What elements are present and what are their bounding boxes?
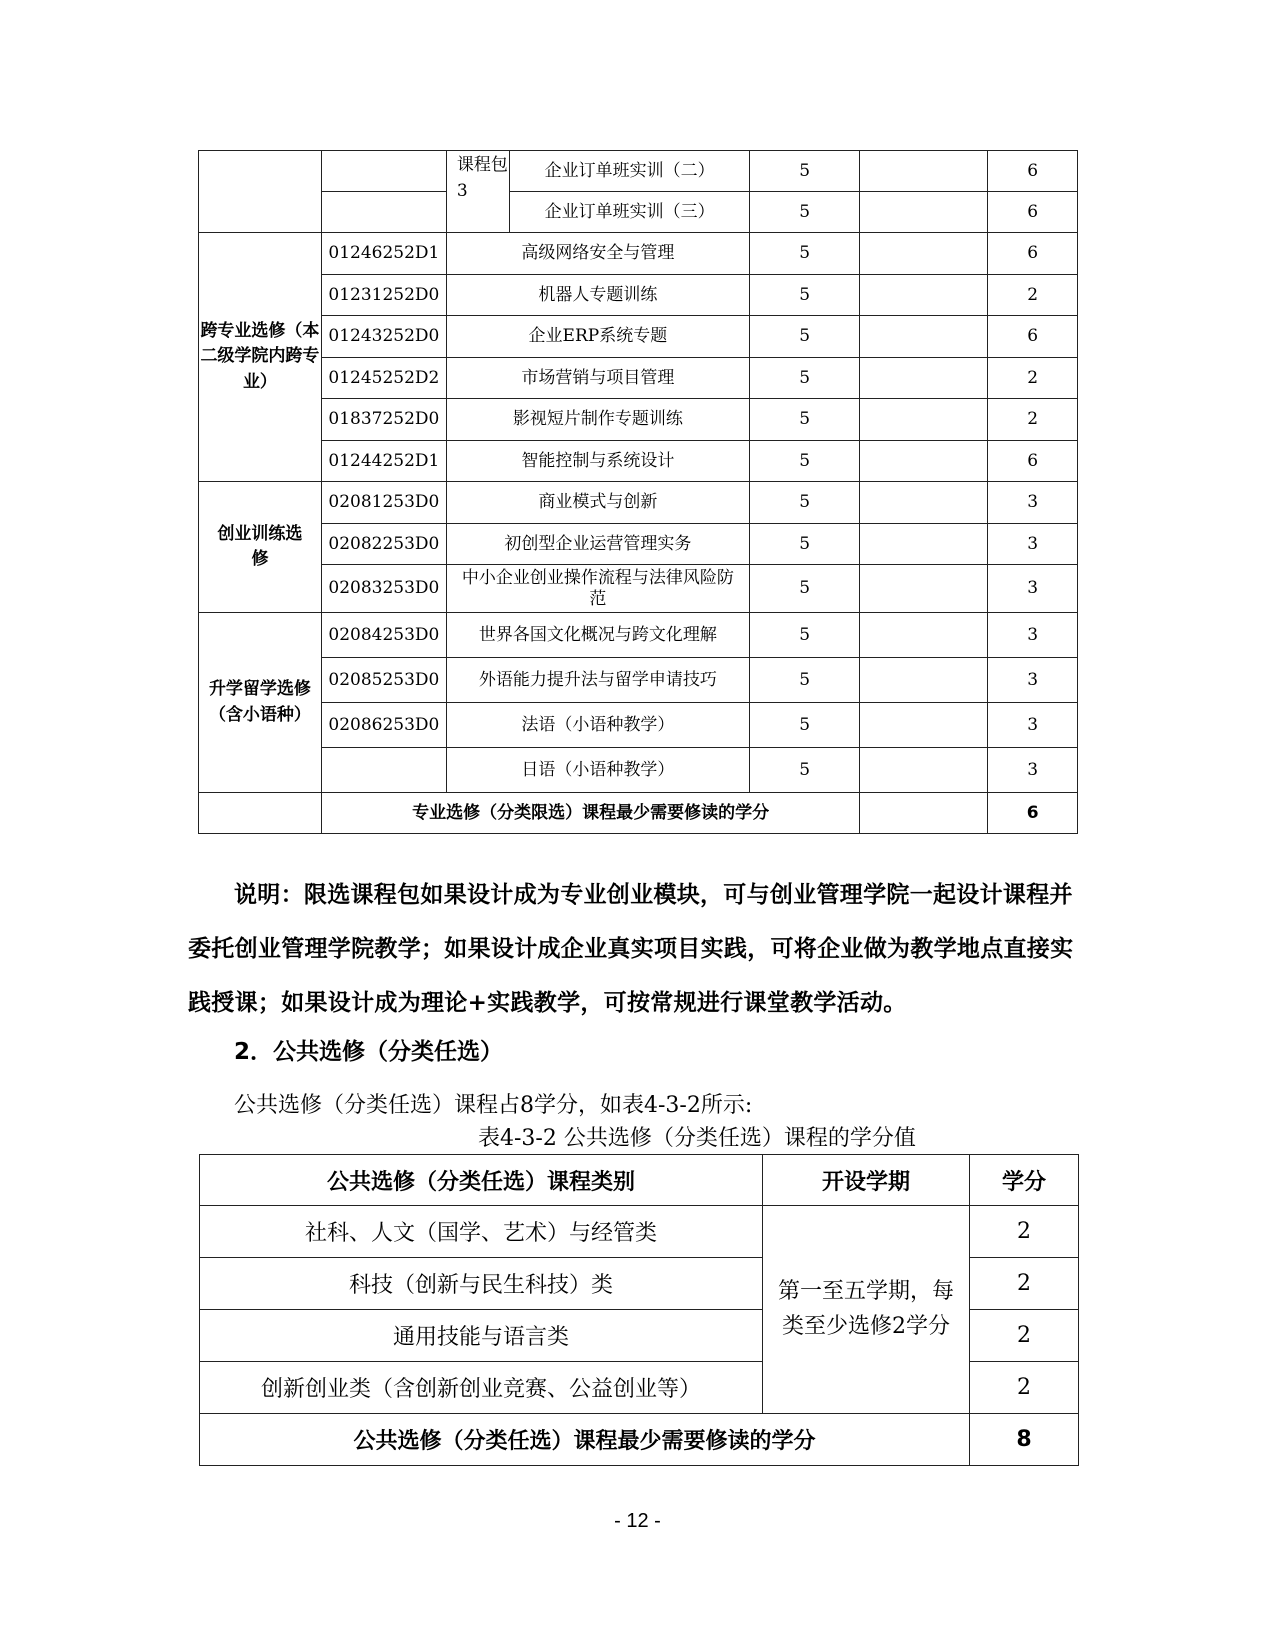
table-row bbox=[199, 399, 1078, 441]
package-label-cell: 课程包3 bbox=[446, 151, 510, 233]
course-code-cell bbox=[321, 151, 446, 192]
table-header-row bbox=[200, 1155, 1079, 1206]
public-elective-table bbox=[199, 1154, 1079, 1466]
semester-cell: 5 bbox=[749, 523, 859, 565]
empty-cell bbox=[860, 565, 988, 613]
course-name-cell: 企业ERP系统专题 bbox=[446, 316, 749, 358]
category-cell: 社科、人文（国学、艺术）与经管类 bbox=[200, 1206, 763, 1258]
note-paragraph: 说明：限选课程包如果设计成为专业创业模块，可与创业管理学院一起设计课程并委托创业管理学院教学；如果设计成企业真实项目实践，可将企业做为教学地点直接实践授课；如果设计成为理论+实践教学，可按常规进行课堂教学活动。 bbox=[188, 882, 1074, 1016]
empty-cell bbox=[860, 523, 988, 565]
semester-cell: 5 bbox=[749, 703, 859, 748]
semester-cell: 5 bbox=[749, 748, 859, 793]
empty-cell bbox=[199, 793, 322, 834]
course-code-cell: 01244252D1 bbox=[321, 440, 446, 482]
table-row bbox=[199, 482, 1078, 524]
credit-cell: 3 bbox=[988, 748, 1078, 793]
course-code-cell bbox=[321, 192, 446, 233]
semester-cell: 5 bbox=[749, 440, 859, 482]
table-row bbox=[199, 565, 1078, 613]
section-heading: 2．公共选修（分类任选） bbox=[234, 1039, 504, 1065]
semester-cell: 5 bbox=[749, 658, 859, 703]
semester-cell: 5 bbox=[749, 565, 859, 613]
course-name-cell: 中小企业创业操作流程与法律风险防范 bbox=[446, 565, 749, 613]
course-name-cell: 市场营销与项目管理 bbox=[446, 357, 749, 399]
credit-cell: 3 bbox=[988, 613, 1078, 658]
course-name-cell: 日语（小语种教学） bbox=[446, 748, 749, 793]
credit-cell: 6 bbox=[988, 316, 1078, 358]
credit-cell: 6 bbox=[988, 233, 1078, 275]
category-cell: 通用技能与语言类 bbox=[200, 1310, 763, 1362]
table-row bbox=[199, 192, 1078, 233]
table-row bbox=[199, 523, 1078, 565]
course-code-cell: 02085253D0 bbox=[321, 658, 446, 703]
course-code-cell: 01231252D0 bbox=[321, 274, 446, 316]
credit-cell: 3 bbox=[988, 523, 1078, 565]
course-name-cell: 机器人专题训练 bbox=[446, 274, 749, 316]
credit-cell: 2 bbox=[988, 399, 1078, 441]
credit-cell: 2 bbox=[970, 1362, 1079, 1414]
course-name-cell: 企业订单班实训（三） bbox=[510, 192, 750, 233]
category-cell: 科技（创新与民生科技）类 bbox=[200, 1258, 763, 1310]
table-caption: 表4-3-2 公共选修（分类任选）课程的学分值 bbox=[478, 1126, 916, 1151]
table-total-row bbox=[199, 793, 1078, 834]
elective-course-table bbox=[198, 150, 1078, 834]
table-row bbox=[199, 233, 1078, 275]
credit-cell: 2 bbox=[988, 357, 1078, 399]
table-row bbox=[199, 703, 1078, 748]
course-code-cell: 02084253D0 bbox=[321, 613, 446, 658]
empty-cell bbox=[860, 748, 988, 793]
table-row bbox=[199, 440, 1078, 482]
table-row bbox=[199, 274, 1078, 316]
semester-cell: 5 bbox=[749, 151, 859, 192]
course-code-cell bbox=[321, 748, 446, 793]
total-credit-cell: 6 bbox=[988, 793, 1078, 834]
semester-cell: 5 bbox=[749, 316, 859, 358]
course-code-cell: 02083253D0 bbox=[321, 565, 446, 613]
course-code-cell: 01837252D0 bbox=[321, 399, 446, 441]
credit-cell: 3 bbox=[988, 703, 1078, 748]
header-semester: 开设学期 bbox=[763, 1155, 970, 1206]
course-name-cell: 世界各国文化概况与跨文化理解 bbox=[446, 613, 749, 658]
intro-paragraph: 公共选修（分类任选）课程占8学分，如表4-3-2所示: bbox=[234, 1093, 753, 1118]
course-name-cell: 高级网络安全与管理 bbox=[446, 233, 749, 275]
empty-cell bbox=[860, 658, 988, 703]
course-code-cell: 02082253D0 bbox=[321, 523, 446, 565]
credit-cell: 6 bbox=[988, 192, 1078, 233]
empty-cell bbox=[860, 793, 988, 834]
category-cell: 升学留学选修（含小语种） bbox=[199, 613, 322, 793]
semester-cell: 5 bbox=[749, 399, 859, 441]
credit-cell: 3 bbox=[988, 658, 1078, 703]
category-cell-empty bbox=[199, 151, 322, 233]
empty-cell bbox=[860, 151, 988, 192]
header-credit: 学分 bbox=[970, 1155, 1079, 1206]
course-code-cell: 02081253D0 bbox=[321, 482, 446, 524]
total-label-cell: 公共选修（分类任选）课程最少需要修读的学分 bbox=[200, 1414, 970, 1466]
credit-cell: 6 bbox=[988, 440, 1078, 482]
category-cell: 跨专业选修（本二级学院内跨专业） bbox=[199, 233, 322, 482]
course-code-cell: 01245252D2 bbox=[321, 357, 446, 399]
credit-cell: 3 bbox=[988, 565, 1078, 613]
category-cell: 创业训练选修 bbox=[199, 482, 322, 613]
course-name-cell: 外语能力提升法与留学申请技巧 bbox=[446, 658, 749, 703]
credit-cell: 3 bbox=[988, 482, 1078, 524]
empty-cell bbox=[860, 482, 988, 524]
table-row bbox=[199, 357, 1078, 399]
empty-cell bbox=[860, 703, 988, 748]
table-total-row bbox=[200, 1414, 1079, 1466]
header-category: 公共选修（分类任选）课程类别 bbox=[200, 1155, 763, 1206]
table-row bbox=[199, 748, 1078, 793]
semester-cell: 5 bbox=[749, 357, 859, 399]
credit-cell: 2 bbox=[970, 1310, 1079, 1362]
empty-cell bbox=[860, 399, 988, 441]
empty-cell bbox=[860, 192, 988, 233]
table-row bbox=[199, 613, 1078, 658]
course-name-cell: 企业订单班实训（二） bbox=[510, 151, 750, 192]
semester-cell: 5 bbox=[749, 613, 859, 658]
table-row bbox=[199, 151, 1078, 192]
empty-cell bbox=[860, 440, 988, 482]
course-name-cell: 影视短片制作专题训练 bbox=[446, 399, 749, 441]
course-code-cell: 01243252D0 bbox=[321, 316, 446, 358]
course-code-cell: 01246252D1 bbox=[321, 233, 446, 275]
credit-cell: 6 bbox=[988, 151, 1078, 192]
credit-cell: 2 bbox=[988, 274, 1078, 316]
semester-cell: 5 bbox=[749, 274, 859, 316]
empty-cell bbox=[860, 613, 988, 658]
table-row bbox=[199, 316, 1078, 358]
course-name-cell: 初创型企业运营管理实务 bbox=[446, 523, 749, 565]
empty-cell bbox=[860, 233, 988, 275]
table-row bbox=[199, 658, 1078, 703]
credit-cell: 2 bbox=[970, 1258, 1079, 1310]
empty-cell bbox=[860, 274, 988, 316]
semester-cell: 5 bbox=[749, 192, 859, 233]
semester-cell: 5 bbox=[749, 233, 859, 275]
total-label-cell: 专业选修（分类限选）课程最少需要修读的学分 bbox=[321, 793, 859, 834]
semester-cell: 5 bbox=[749, 482, 859, 524]
table-row bbox=[200, 1206, 1079, 1258]
empty-cell bbox=[860, 357, 988, 399]
semester-note-cell: 第一至五学期，每类至少选修2学分 bbox=[763, 1206, 970, 1414]
category-cell: 创新创业类（含创新创业竞赛、公益创业等） bbox=[200, 1362, 763, 1414]
credit-cell: 2 bbox=[970, 1206, 1079, 1258]
course-name-cell: 智能控制与系统设计 bbox=[446, 440, 749, 482]
total-credit-cell: 8 bbox=[970, 1414, 1079, 1466]
empty-cell bbox=[860, 316, 988, 358]
course-name-cell: 商业模式与创新 bbox=[446, 482, 749, 524]
course-code-cell: 02086253D0 bbox=[321, 703, 446, 748]
page-number: - 12 - bbox=[614, 1510, 661, 1532]
course-name-cell: 法语（小语种教学） bbox=[446, 703, 749, 748]
